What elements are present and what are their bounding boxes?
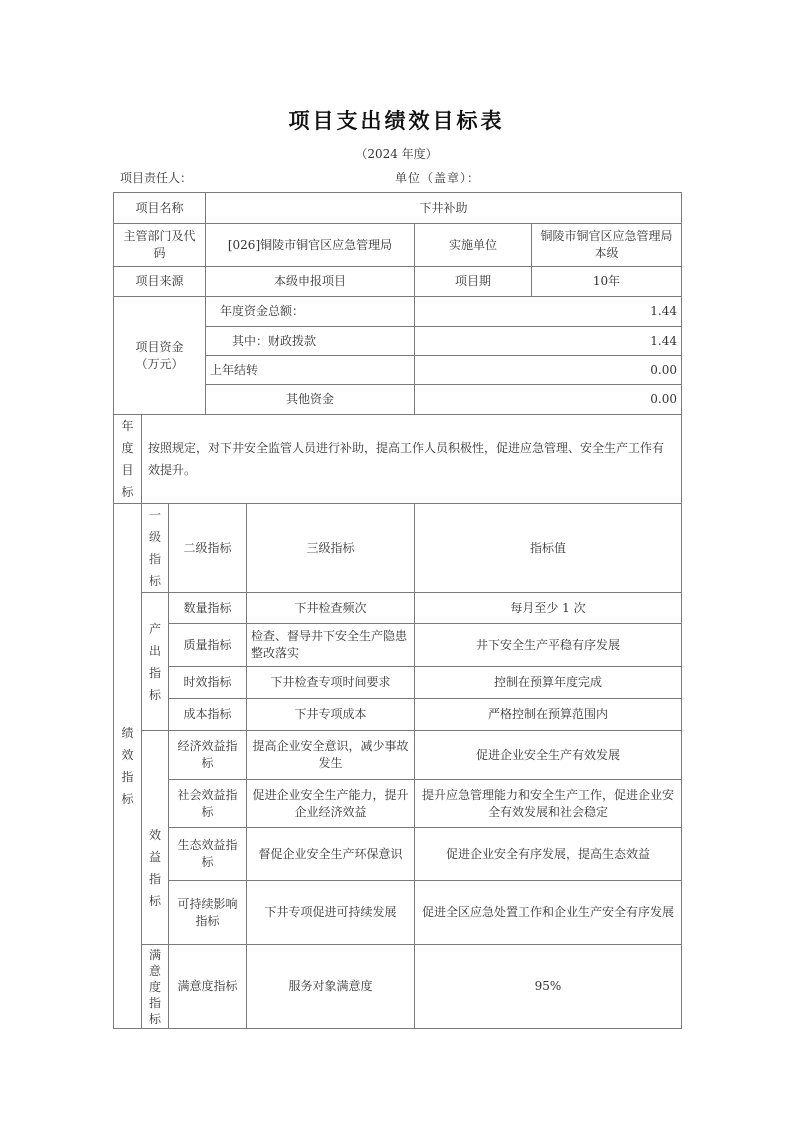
level2-cell: 时效指标 (169, 667, 247, 699)
value-cell: 严格控制在预算范围内 (415, 699, 682, 731)
value-cell: 95% (415, 945, 682, 1029)
source-row (114, 267, 682, 297)
funds-total-label: 年度资金总额： (206, 297, 415, 327)
funds-label-line1: 项目资金 (135, 339, 184, 354)
project-name-row (114, 193, 682, 224)
performance-label-text: 绩效指标 (121, 726, 134, 806)
value-cell: 促进全区应急处置工作和企业生产安全有序发展 (415, 881, 682, 945)
annual-goal-text: 按照规定，对下井安全监管人员进行补助，提高工作人员积极性，促进应急管理、安全生产工作有效提升。 (142, 415, 682, 504)
level2-cell: 生态效益指标 (169, 828, 247, 881)
level2-cell: 数量指标 (169, 593, 247, 624)
level3-cell: 提高企业安全意识，减少事故发生 (247, 731, 415, 780)
annual-goal-row (114, 415, 682, 504)
funds-fiscal-label: 其中：财政拨款 (206, 327, 415, 356)
funds-other-label: 其他资金 (206, 385, 415, 415)
level3-cell: 督促企业安全生产环保意识 (247, 828, 415, 881)
performance-label (114, 504, 142, 1029)
header-level2: 二级指标 (169, 504, 247, 593)
source-value: 本级申报项目 (206, 267, 415, 297)
project-name-label: 项目名称 (114, 193, 206, 224)
level2-cell: 社会效益指标 (169, 780, 247, 828)
level1-benefit-text: 效益指标 (148, 827, 161, 908)
unit-seal-label: 单位（盖章）： (395, 171, 481, 185)
indicator-row (114, 780, 682, 828)
level3-cell: 下井检查频次 (247, 593, 415, 624)
funds-carryover-value: 0.00 (415, 356, 682, 385)
funds-label (114, 297, 206, 415)
indicator-row (114, 667, 682, 699)
level2-cell: 可持续影响指标 (169, 881, 247, 945)
level3-cell: 促进企业安全生产能力，提升企业经济效益 (247, 780, 415, 828)
header-level1 (142, 504, 169, 593)
value-cell: 每月至少 1 次 (415, 593, 682, 624)
header-level3: 三级指标 (247, 504, 415, 593)
period-value: 10年 (532, 267, 682, 297)
funds-carryover-label: 上年结转 (206, 356, 415, 385)
impl-unit-label: 实施单位 (415, 224, 532, 267)
performance-goal-table (113, 192, 682, 1029)
dept-row (114, 224, 682, 267)
dept-label: 主管部门及代码 (114, 224, 206, 267)
page-title: 项目支出绩效目标表 (288, 109, 505, 133)
annual-goal-label-text: 年度目标 (121, 419, 134, 499)
header-level1-text: 一级指标 (148, 508, 161, 588)
level2-cell: 质量指标 (169, 624, 247, 667)
level2-cell: 经济效益指标 (169, 731, 247, 780)
value-cell: 控制在预算年度完成 (415, 667, 682, 699)
funds-fiscal-value: 1.44 (415, 327, 682, 356)
funds-total-value: 1.44 (415, 297, 682, 327)
level1-benefit (142, 731, 169, 945)
dept-value: [026]铜陵市铜官区应急管理局 (206, 224, 415, 267)
responsible-person-label: 项目责任人： (120, 171, 193, 185)
value-cell: 井下安全生产平稳有序发展 (415, 624, 682, 667)
level3-cell: 下井专项促进可持续发展 (247, 881, 415, 945)
level3-cell: 下井专项成本 (247, 699, 415, 731)
value-cell: 提升应急管理能力和安全生产工作，促进企业安全有效发展和社会稳定 (415, 780, 682, 828)
project-name-value: 下井补助 (206, 193, 682, 224)
level3-cell: 检查、督导井下安全生产隐患整改落实 (247, 624, 415, 667)
year-subtitle: （2024 年度） (355, 147, 438, 161)
level3-cell: 服务对象满意度 (247, 945, 415, 1029)
header-value: 指标值 (415, 504, 682, 593)
level1-output-text: 产出指标 (148, 621, 161, 702)
indicator-row (114, 828, 682, 881)
source-label: 项目来源 (114, 267, 206, 297)
value-cell: 促进企业安全有序发展，提高生态效益 (415, 828, 682, 881)
level1-output (142, 593, 169, 731)
indicator-row (114, 945, 682, 1029)
indicator-row (114, 699, 682, 731)
value-cell: 促进企业安全生产有效发展 (415, 731, 682, 780)
level3-cell: 下井检查专项时间要求 (247, 667, 415, 699)
level1-satisfaction (142, 945, 169, 1029)
funds-other-value: 0.00 (415, 385, 682, 415)
indicator-row (114, 881, 682, 945)
impl-unit-value: 铜陵市铜官区应急管理局本级 (532, 224, 682, 267)
indicator-row (114, 624, 682, 667)
funds-row (114, 297, 682, 327)
performance-header-row (114, 504, 682, 593)
indicator-row (114, 593, 682, 624)
annual-goal-label (114, 415, 142, 504)
level1-satisfaction-text: 满意度指标 (148, 947, 161, 1026)
level2-cell: 成本指标 (169, 699, 247, 731)
funds-label-line2: （万元） (135, 356, 184, 371)
period-label: 项目期 (415, 267, 532, 297)
indicator-row (114, 731, 682, 780)
level2-cell: 满意度指标 (169, 945, 247, 1029)
